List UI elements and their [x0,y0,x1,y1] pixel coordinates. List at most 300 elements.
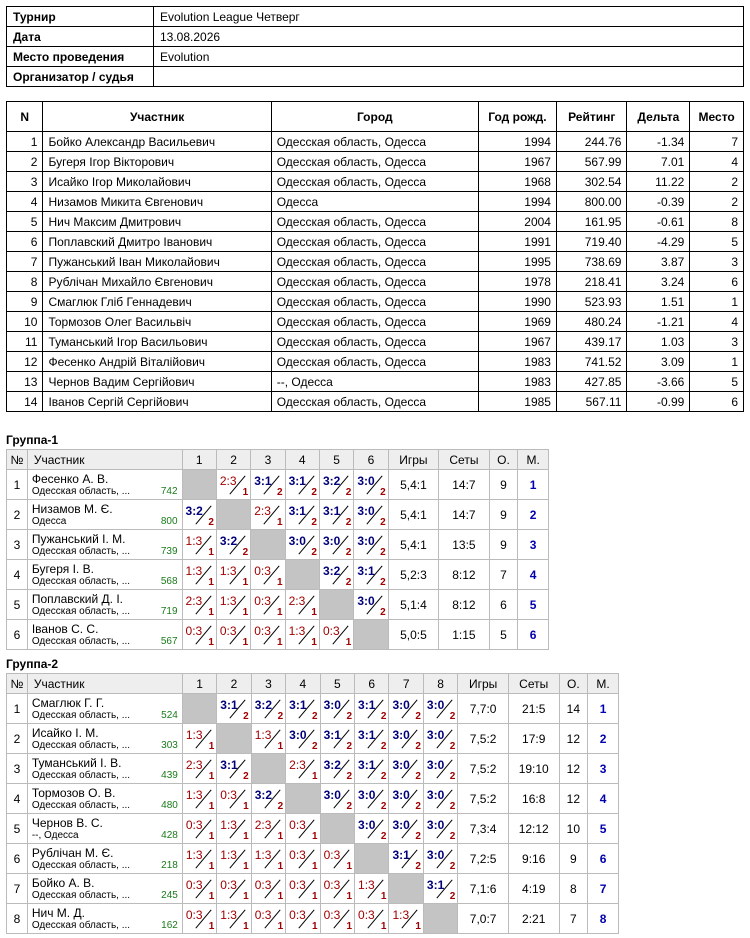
player-name: Тормозов О. В. [31,786,116,800]
participant-cell: -4.29 [627,232,690,252]
player-cell [27,500,182,530]
participant-row [7,332,744,352]
participant-cell: 1 [690,352,744,372]
match-score [319,560,353,590]
match-points: 2 [380,487,386,498]
player-number: 2 [7,724,28,754]
match-points: 2 [345,487,352,498]
group-header-cell: 2 [217,674,251,694]
player-rating: 739 [160,546,178,557]
group-player-row [7,530,549,560]
score-text: 3:0 [358,818,376,832]
match-points: 1 [208,741,215,752]
score-text: 1:3 [254,848,272,862]
match-points: 2 [311,487,317,498]
player-cell [27,784,182,814]
participant-cell: 7 [690,132,744,152]
match-points: 1 [243,921,249,932]
match-score [251,620,285,650]
score-text: 0:3 [322,624,340,638]
group-header-cell: 5 [319,450,353,470]
participant-cell: 1969 [478,312,556,332]
match-score [320,874,354,904]
match-points: 2 [449,711,456,722]
participant-cell: 2 [690,192,744,212]
participant-cell: --, Одесса [271,372,478,392]
info-value: Evolution [154,47,744,67]
score-text: 3:1 [426,878,445,892]
match-points: 2 [346,711,353,722]
place-cell: 4 [588,784,619,814]
player-number: 7 [7,874,28,904]
sets-cell: 13:5 [439,530,490,560]
match-score [355,784,389,814]
player-number: 3 [7,530,28,560]
score-text: 3:0 [322,534,341,548]
participant-cell: 1994 [478,132,556,152]
match-points: 1 [277,891,284,902]
group-header-cell: Игры [388,450,438,470]
match-points: 2 [380,801,387,812]
match-points: 2 [415,711,421,722]
match-points: 2 [415,861,421,872]
player-number: 1 [7,470,28,500]
place-cell: 4 [518,560,549,590]
match-points: 2 [449,831,456,842]
score-text: 1:3 [392,908,410,922]
match-score [354,590,388,620]
match-score [354,530,388,560]
participant-cell: Одесская область, Одесса [271,152,478,172]
match-score [423,874,457,904]
match-points: 2 [380,607,386,618]
match-score [182,784,216,814]
player-number: 4 [7,560,28,590]
match-score [182,620,216,650]
match-score [182,844,216,874]
score-text: 3:0 [426,698,445,712]
group-header-cell: 3 [251,450,285,470]
games-cell: 7,2:5 [458,844,509,874]
match-score [286,874,320,904]
games-cell: 5,0:5 [388,620,438,650]
player-cell [27,844,182,874]
match-score [251,904,285,934]
player-number: 2 [7,500,28,530]
match-score [216,530,250,560]
group-player-row [7,694,619,724]
group-1-table [6,449,549,650]
sets-cell: 4:19 [508,874,559,904]
match-score [216,620,250,650]
participant-cell: 480.24 [556,312,626,332]
match-points: 2 [415,771,421,782]
score-text: 3:1 [288,474,306,488]
player-rating: 439 [161,770,178,781]
match-score [389,814,423,844]
participant-cell: 738.69 [556,252,626,272]
score-text: 3:1 [288,504,306,518]
games-cell: 5,4:1 [388,500,438,530]
match-score [217,814,251,844]
score-text: 0:3 [323,878,341,892]
match-points: 1 [312,861,318,872]
group-body [7,694,619,934]
player-cell [27,724,182,754]
match-points: 1 [243,801,249,812]
score-text: 3:0 [323,698,341,712]
group-header-cell: 5 [320,674,354,694]
info-value [154,67,744,87]
participant-cell: 244.76 [556,132,626,152]
match-score [251,814,285,844]
match-points: 1 [208,891,215,902]
sets-cell: 8:12 [439,590,490,620]
points-cell: 9 [489,500,518,530]
participants-table [6,101,744,412]
match-score [251,470,285,500]
participant-cell: 5 [690,372,744,392]
score-text: 2:3 [254,504,271,518]
match-score [216,560,250,590]
place-cell: 5 [518,590,549,620]
participant-cell: 2 [690,172,744,192]
player-rating: 480 [161,800,178,811]
match-points: 2 [208,517,214,528]
participant-cell: -1.34 [627,132,690,152]
player-number: 6 [7,844,28,874]
match-points: 1 [312,891,318,902]
group-player-row [7,904,619,934]
participant-cell: 8 [7,272,43,292]
group-2-title: Группа-2 [6,657,59,671]
participant-cell: 567.99 [556,152,626,172]
player-name: Туманський І. В. [31,756,122,770]
participant-cell: 1.51 [627,292,690,312]
match-score [286,814,320,844]
participant-cell: Одесская область, Одесса [271,272,478,292]
participant-row [7,232,744,252]
group-player-row [7,784,619,814]
group-header-cell: О. [489,450,518,470]
score-text: 0:3 [289,848,306,862]
score-text: 3:0 [357,504,375,518]
group-player-row [7,560,549,590]
participant-cell: Тормозов Олег Васильвіч [43,312,271,332]
match-score [354,560,388,590]
match-points: 2 [277,487,283,498]
player-number: 5 [7,814,28,844]
match-score [182,530,216,560]
games-cell: 7,3:4 [458,814,509,844]
group-header-cell: М. [588,674,619,694]
info-label: Место проведения [7,47,154,67]
points-cell: 9 [489,530,518,560]
player-city: Одесская область, ... [31,606,131,617]
participant-cell: -0.39 [627,192,690,212]
participant-cell: Пужанський Іван Миколайович [43,252,271,272]
score-text: 3:1 [289,698,307,712]
tournament-info-table [6,6,744,87]
group-header-cell: Игры [458,674,509,694]
self-cell [217,724,251,754]
participant-cell: 3.87 [627,252,690,272]
match-score [355,754,389,784]
score-text: 3:2 [219,534,238,548]
player-cell [27,470,182,500]
player-name: Чернов В. С. [31,816,103,830]
match-score [286,694,320,724]
info-value: Evolution League Четверг [154,7,744,27]
player-rating: 218 [161,860,178,871]
match-score [286,754,320,784]
match-score [285,500,319,530]
participant-cell: Низамов Микита Євгенович [43,192,271,212]
participant-cell: 1985 [478,392,556,412]
self-cell [354,620,388,650]
participant-row [7,392,744,412]
group-1-title: Группа-1 [6,433,59,447]
participant-cell: 3 [690,332,744,352]
group-header [7,674,619,694]
score-text: 0:3 [254,908,272,922]
match-points: 2 [345,547,352,558]
match-points: 1 [311,637,317,648]
match-score [354,470,388,500]
participant-cell: 800.00 [556,192,626,212]
player-city: Одесская область, ... [31,770,131,781]
participant-cell: Одесская область, Одесса [271,252,478,272]
match-score [389,844,423,874]
score-text: 3:0 [426,728,445,742]
points-cell: 10 [559,814,588,844]
score-text: 0:3 [185,908,203,922]
match-score [251,500,285,530]
match-points: 2 [449,741,456,752]
group-header-cell: Участник [27,450,182,470]
score-text: 3:2 [254,698,273,712]
participant-cell: 161.95 [556,212,626,232]
match-score [320,724,354,754]
match-score [182,560,216,590]
sets-cell: 16:8 [508,784,559,814]
match-score [217,844,251,874]
score-text: 0:3 [254,878,272,892]
match-points: 1 [346,861,353,872]
score-text: 3:1 [358,728,376,742]
participant-cell: 3.09 [627,352,690,372]
match-score [286,844,320,874]
group-header-cell: № [7,450,28,470]
match-score [389,754,423,784]
participant-cell: Рублічан Михайло Євгенович [43,272,271,292]
player-number: 8 [7,904,28,934]
self-cell [251,754,285,784]
match-score [217,694,251,724]
score-text: 0:3 [254,624,271,638]
sets-cell: 19:10 [508,754,559,784]
match-score [319,620,353,650]
player-name: Поплавский Д. І. [31,592,123,606]
participant-cell: 439.17 [556,332,626,352]
participant-cell: Исайко Ігор Миколайович [43,172,271,192]
participant-cell: 6 [690,392,744,412]
match-points: 1 [380,921,387,932]
score-text: 3:1 [358,758,376,772]
match-score [251,590,285,620]
score-text: 1:3 [185,534,203,548]
participants-header-row [7,102,744,132]
player-city: Одесская область, ... [31,800,131,811]
participant-cell: Туманський Ігор Васильович [43,332,271,352]
match-points: 2 [415,801,421,812]
player-name: Низамов М. Є. [31,502,113,516]
match-score [216,590,250,620]
place-cell: 1 [518,470,549,500]
info-label: Дата [7,27,154,47]
player-rating: 567 [160,636,178,647]
match-points: 1 [242,607,249,618]
games-cell: 5,4:1 [388,470,438,500]
place-cell: 5 [588,814,619,844]
match-score [251,694,285,724]
group-player-row [7,844,619,874]
participant-cell: Фесенко Андрій Віталійович [43,352,271,372]
score-text: 0:3 [220,878,237,892]
score-text: 3:1 [322,504,341,518]
match-points: 2 [345,517,352,528]
self-cell [320,814,354,844]
score-text: 3:0 [289,728,307,742]
participant-cell: 7 [7,252,43,272]
participant-cell: Одесская область, Одесса [271,292,478,312]
sets-cell: 14:7 [439,470,490,500]
points-cell: 12 [559,754,588,784]
points-cell: 7 [489,560,518,590]
match-score [389,724,423,754]
games-cell: 7,1:6 [458,874,509,904]
player-rating: 245 [161,890,178,901]
sets-cell: 14:7 [439,500,490,530]
games-cell: 5,1:4 [388,590,438,620]
place-cell: 8 [588,904,619,934]
participant-cell: Одесская область, Одесса [271,212,478,232]
participant-cell: 2004 [478,212,556,232]
score-text: 0:3 [289,878,306,892]
participant-row [7,132,744,152]
match-points: 1 [277,637,283,648]
points-cell: 5 [489,620,518,650]
group-header-cell: 3 [251,674,285,694]
participant-cell: 10 [7,312,43,332]
player-rating: 568 [160,576,178,587]
group-header-row [7,674,619,694]
sets-cell: 2:21 [508,904,559,934]
match-points: 1 [208,921,215,932]
match-points: 1 [277,607,283,618]
self-cell [285,560,319,590]
match-points: 1 [312,921,318,932]
match-points: 1 [277,577,283,588]
group-header-cell: 1 [182,674,216,694]
self-cell [182,470,216,500]
score-text: 0:3 [358,908,375,922]
match-points: 2 [380,711,387,722]
score-text: 1:3 [219,564,237,578]
self-cell [251,530,285,560]
match-score [354,500,388,530]
score-text: 1:3 [254,728,272,742]
player-city: Одесская область, ... [31,860,131,871]
info-label: Организатор / судья [7,67,154,87]
score-text: 3:1 [323,728,341,742]
score-text: 3:0 [392,728,410,742]
player-name: Фесенко А. В. [31,472,109,486]
group-header-cell: Сеты [439,450,490,470]
participants-header-cell: Дельта [627,102,690,132]
match-score [355,904,389,934]
match-score [286,724,320,754]
match-score [217,784,251,814]
participant-cell: 4 [690,312,744,332]
self-cell [319,590,353,620]
score-text: 3:0 [392,698,410,712]
match-score [251,844,285,874]
group-header-cell: Участник [27,674,182,694]
score-text: 3:2 [322,474,341,488]
match-points: 1 [243,891,249,902]
match-score [320,754,354,784]
participant-cell: 3 [690,252,744,272]
score-text: 3:1 [357,564,375,578]
points-cell: 14 [559,694,588,724]
participant-cell: 1994 [478,192,556,212]
match-points: 2 [380,831,387,842]
score-text: 0:3 [254,564,271,578]
player-city: --, Одесса [31,830,79,841]
match-score [285,530,319,560]
participants-header-cell: Участник [43,102,271,132]
match-score [182,814,216,844]
group-header-cell: 4 [286,674,320,694]
participant-cell: 12 [7,352,43,372]
participant-cell: 1967 [478,332,556,352]
player-city: Одесская область, ... [31,486,131,497]
match-points: 1 [277,517,283,528]
player-name: Смаглюк Г. Г. [31,696,105,710]
participant-cell: 5 [690,232,744,252]
participant-row [7,212,744,232]
match-score [182,874,216,904]
match-points: 2 [380,577,386,588]
score-text: 1:3 [185,848,203,862]
participant-cell: 11 [7,332,43,352]
match-points: 2 [449,891,456,902]
match-points: 2 [242,547,249,558]
points-cell: 9 [559,844,588,874]
info-value: 13.08.2026 [154,27,744,47]
match-points: 2 [449,801,456,812]
score-text: 3:0 [426,758,445,772]
self-cell [355,844,389,874]
games-cell: 5,4:1 [388,530,438,560]
match-points: 1 [345,637,352,648]
participant-cell: Одесская область, Одесса [271,332,478,352]
score-text: 1:3 [288,624,306,638]
player-cell [27,694,182,724]
match-points: 2 [312,741,318,752]
participant-cell: 6 [7,232,43,252]
